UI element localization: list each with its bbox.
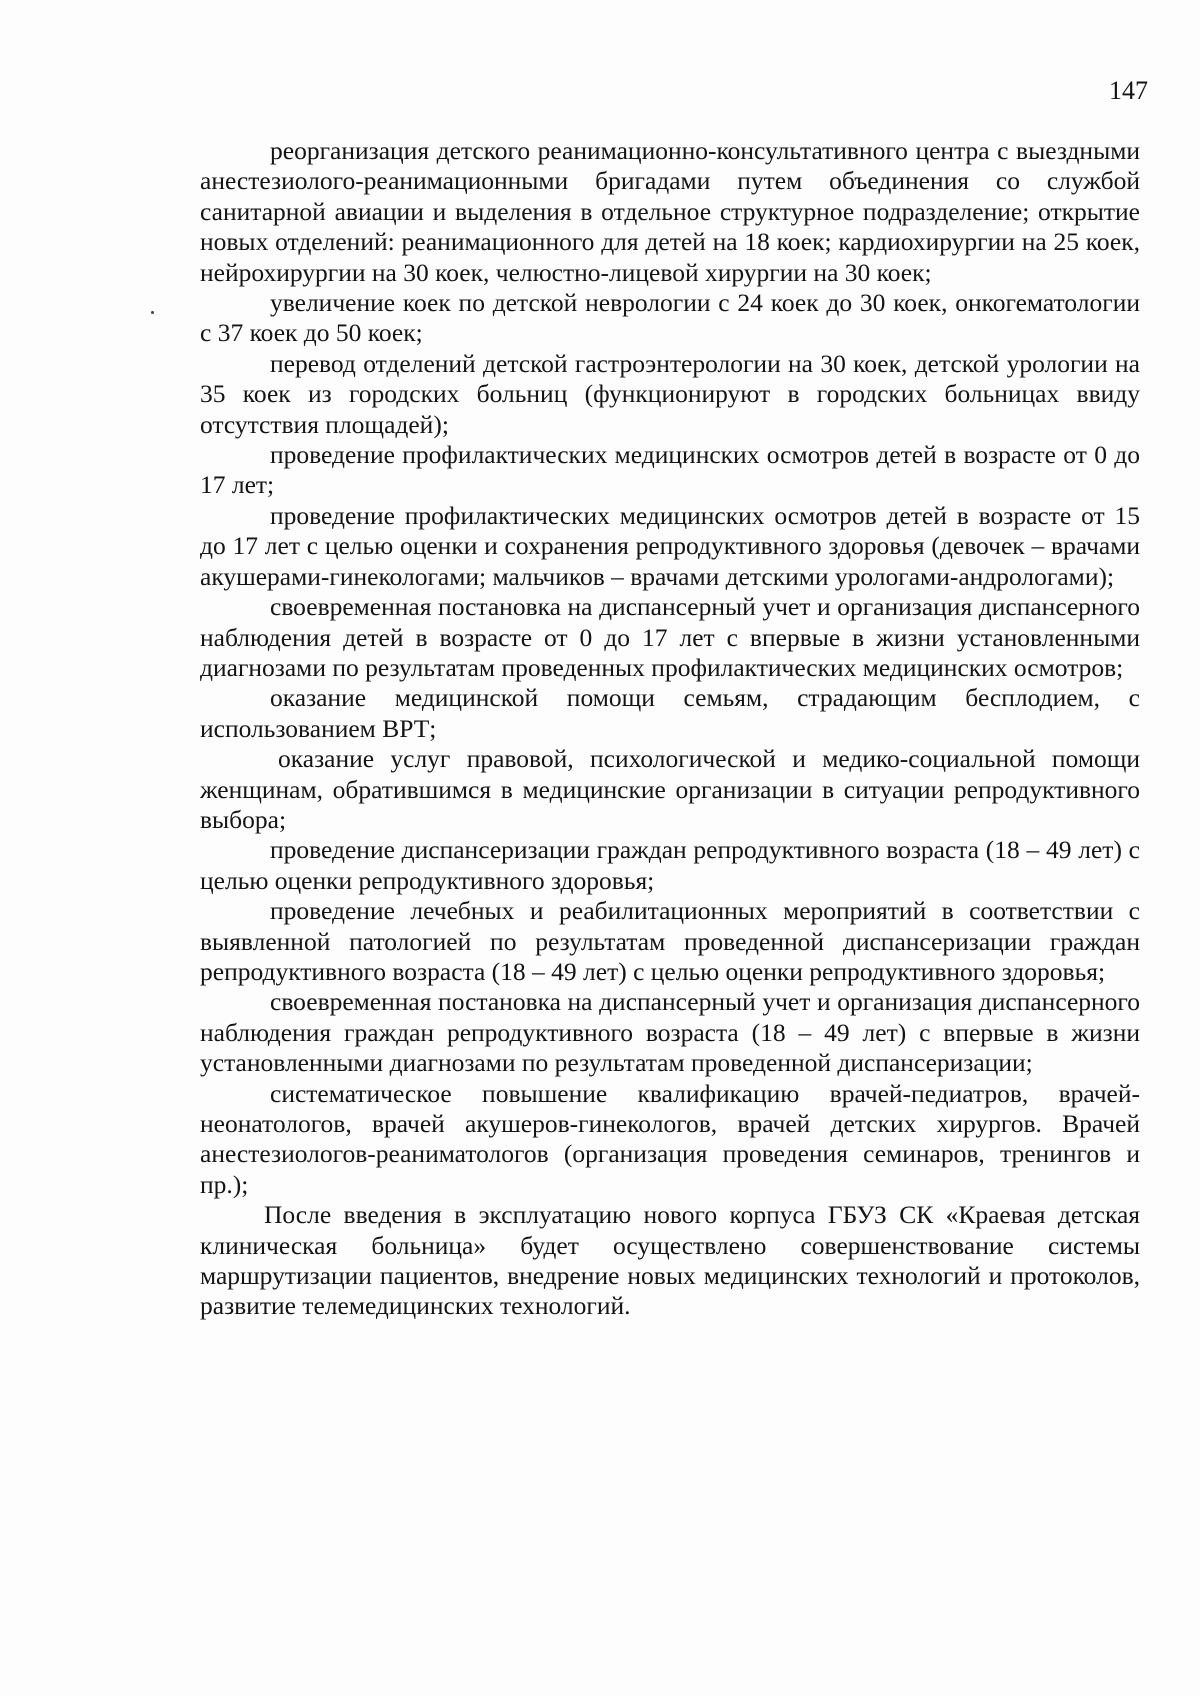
paragraph-treatment-rehab: проведение лечебных и реабилитационных мероприятий в соответствии с выявленной патологией по результатам проведенной диспансеризации граждан репродуктивного возраста (18 – 49 лет) с целью оценки репродуктивного здоровья; (200, 896, 1140, 986)
page-number: 147 (1109, 76, 1148, 105)
paragraph-dispensarization-adults: проведение диспансеризации граждан репродуктивного возраста (18 – 49 лет) с целью оценки репродуктивного здоровья; (200, 835, 1140, 895)
paragraph-legal-psych-help: оказание услуг правовой, психологической и медико-социальной помощи женщинам, обратившимся в медицинские организации в ситуации репродуктивного выбора; (200, 744, 1140, 834)
paragraph-qualification-improvement: систематическое повышение квалификацию врачей-педиатров, врачей-неонатологов, врачей акушеров-гинекологов, врачей детских хирургов. Врачей анестезиологов-реаниматологов (организация проведения семинаров, тренингов и пр.); (200, 1078, 1140, 1199)
paragraph-dispensary-adults: своевременная постановка на диспансерный учет и организация диспансерного наблюдения граждан репродуктивного возраста (18 – 49 лет) с впервые в жизни установленными диагнозами по результатам проведенной диспансеризации; (200, 987, 1140, 1078)
paragraph-infertility-art: оказание медицинской помощи семьям, страдающим бесплодием, с использованием ВРТ; (200, 683, 1140, 743)
body-text (200, 136, 1140, 1322)
paragraph-pediatric-reanimation-center: реорганизация детского реанимационно-консультативного центра с выездными анестезиолого-реанимационными бригадами путем объединения со службой санитарной авиации и выделения в отдельное структурное подразделение; открытие новых отделений: реанимационного для детей на 18 коек; кардиохирургии на 25 коек, нейрохирургии на 30 коек, челюстно-лицевой хирургии на 30 коек; (200, 136, 1140, 287)
paragraph-preventive-exams-0-17: проведение профилактических медицинских осмотров детей в возрасте от 0 до 17 лет; (200, 440, 1140, 500)
paragraph-preventive-exams-15-17: проведение профилактических медицинских осмотров детей в возрасте от 15 до 17 лет с целью оценки и сохранения репродуктивного здоровья (девочек – врачами акушерами-гинекологами; мальчиков – врачами детскими урологами-андрологами); (200, 500, 1140, 591)
paragraph-new-building: После введения в эксплуатацию нового корпуса ГБУЗ СК «Краевая детская клиническая больница» будет осуществлено совершенствование системы маршрутизации пациентов, внедрение новых медицинских технологий и протоколов, развитие телемедицинских технологий. (200, 1200, 1140, 1321)
paragraph-dispensary-children: своевременная постановка на диспансерный учет и организация диспансерного наблюдения детей в возрасте от 0 до 17 лет с впервые в жизни установленными диагнозами по результатам проведенных профилактических медицинских осмотров; (200, 592, 1140, 682)
scan-margin-mark (151, 311, 154, 314)
paragraph-gastro-urology-transfer: перевод отделений детской гастроэнтерологии на 30 коек, детской урологии на 35 коек из городских больниц (функционируют в городских больницах ввиду отсутствия площадей); (200, 348, 1140, 439)
paragraph-neurology-beds: увеличение коек по детской неврологии с 24 коек до 30 коек, онкогематологии с 37 коек до 50 коек; (200, 288, 1140, 348)
